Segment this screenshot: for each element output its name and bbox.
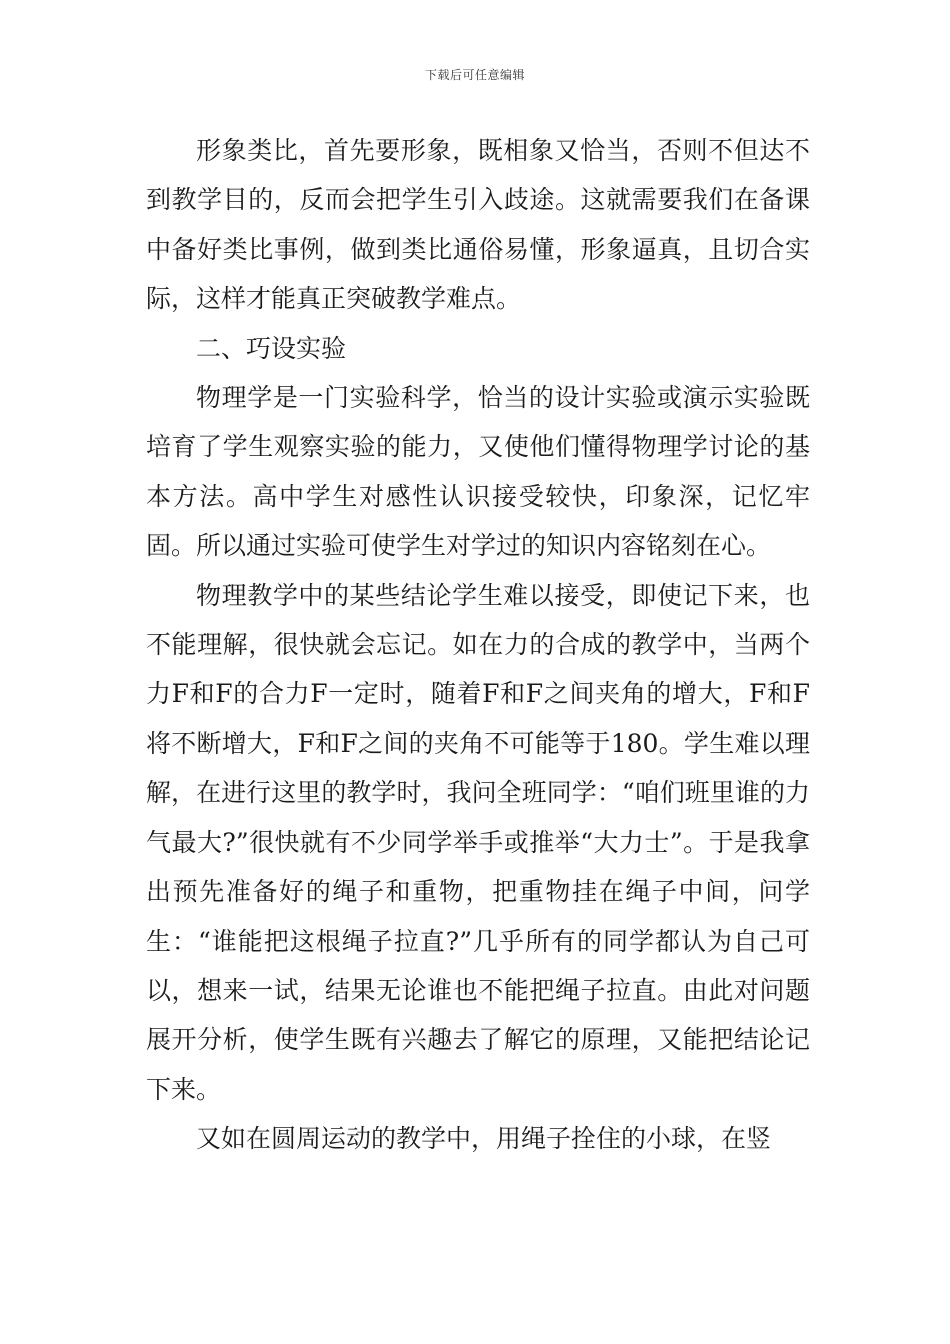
paragraph-force-example: 物理教学中的某些结论学生难以接受，即使记下来，也不能理解，很快就会忘记。如在力的合成的教学中，当两个力F和F的合力F一定时，随着F和F之间夹角的增大，F和F将不断增大，F和F之间的夹角不可能等于180。学生难以理解，在进行这里的教学时，我问全班同学：“咱们班里谁的力气最大?”很快就有不少同学举手或推举“大力士”。于是我拿出预先准备好的绳子和重物，把重物挂在绳子中间，问学生：“谁能把这根绳子拉直?”几乎所有的同学都认为自己可以，想来一试，结果无论谁也不能把绳子拉直。由此对问题展开分析，使学生既有兴趣去了解它的原理，又能把结论记下来。 xyxy=(146,580,810,1104)
paragraph-analogy: 形象类比，首先要形象，既相象又恰当，否则不但达不到教学目的，反而会把学生引入歧途。这就需要我们在备课中备好类比事例，做到类比通俗易懂，形象逼真，且切合实际，这样才能真正突破教学难点。 xyxy=(146,136,810,314)
document-body xyxy=(146,126,810,1164)
page-header: 下载后可任意编辑 xyxy=(424,68,525,82)
section-heading: 二、巧设实验 xyxy=(196,333,347,363)
paragraph-circular-motion: 又如在圆周运动的教学中，用绳子拴住的小球，在竖 xyxy=(196,1124,772,1154)
paragraph-experiment-intro: 物理学是一门实验科学，恰当的设计实验或演示实验既培育了学生观察实验的能力，又使他们懂得物理学讨论的基本方法。高中学生对感性认识接受较快，印象深，记忆牢固。所以通过实验可使学生对学过的知识内容铭刻在心。 xyxy=(146,383,810,561)
